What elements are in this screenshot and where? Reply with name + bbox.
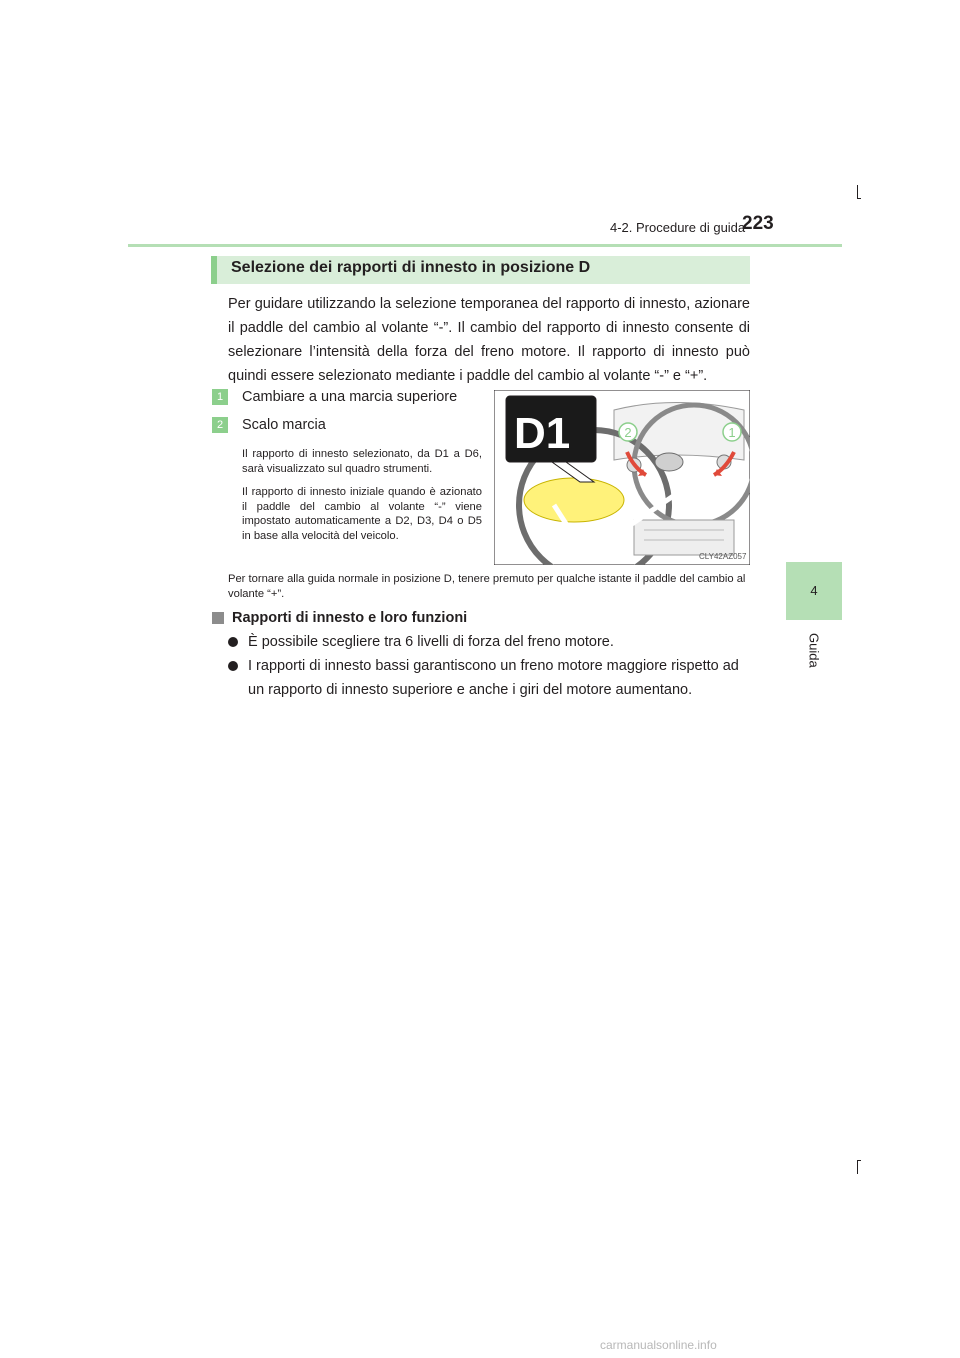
item-label: Scalo marcia [242,417,326,433]
subsection-heading [212,610,467,626]
note-return-normal: Per tornare alla guida normale in posizione D, tenere premuto per qualche istante il paddle del cambio al volante “+”. [228,573,746,600]
number-badge: 1 [212,389,228,405]
crop-mark-top [857,185,858,199]
crop-mark-top-foot [857,198,861,199]
chapter-tab [786,562,842,620]
crop-mark-bottom-foot [857,1160,861,1161]
illustration-code: CLY42AZ057 [699,552,747,561]
list-item-downshift [212,417,326,433]
section-title-box [211,256,750,284]
note-initial-gear: Il rapporto di innesto iniziale quando è azionato il paddle del cambio al volante “-” viene impostato automaticamente a D2, D3, D4 o D5 in base alla velocità del veicolo. [242,486,482,542]
note-gear-display: Il rapporto di innesto selezionato, da D1 a D6, sarà visualizzato sul quadro strumenti. [242,448,482,475]
bullet-dot-icon [228,637,238,647]
bullet-item-brake-levels [228,630,750,654]
watermark: carmanualsonline.info [600,1338,717,1352]
header-rule [128,244,842,247]
bullet-text: È possibile scegliere tra 6 livelli di forza del freno motore. [248,634,614,650]
gear-display-text: D1 [514,409,571,458]
section-title: Selezione dei rapporti di innesto in posizione D [231,259,591,276]
crop-mark-bottom [857,1160,858,1174]
callout-1: 1 [728,425,736,440]
bullet-item-low-gears [228,654,750,702]
list-item-upshift [212,389,457,405]
subsection-title: Rapporti di innesto e loro funzioni [232,610,468,626]
page-number: 223 [742,213,774,234]
bullet-dot-icon [228,661,238,671]
chapter-number: 4 [810,583,818,598]
chapter-label: Guida [806,632,822,668]
item-label: Cambiare a una marcia superiore [242,389,458,405]
paddle-shift-illustration [494,390,750,565]
running-header-section: 4-2. Procedure di guida [610,220,746,235]
intro-paragraph: Per guidare utilizzando la selezione temporanea del rapporto di innesto, azionare il paddle del cambio al volante “-”. Il cambio del rapporto di innesto consente di selezionare l’intensità della forza del freno motore. Il rapporto di innesto può quindi essere selezionato mediante i paddle del cambio al volante “-” e “+”. [228,296,750,384]
bullet-text: I rapporti di innesto bassi garantiscono un freno motore maggiore rispetto ad un rapporto di innesto superiore e anche i giri del motore aumentano. [248,658,739,698]
number-badge: 2 [212,417,228,433]
square-bullet-icon [212,612,224,624]
callout-2: 2 [624,425,632,440]
